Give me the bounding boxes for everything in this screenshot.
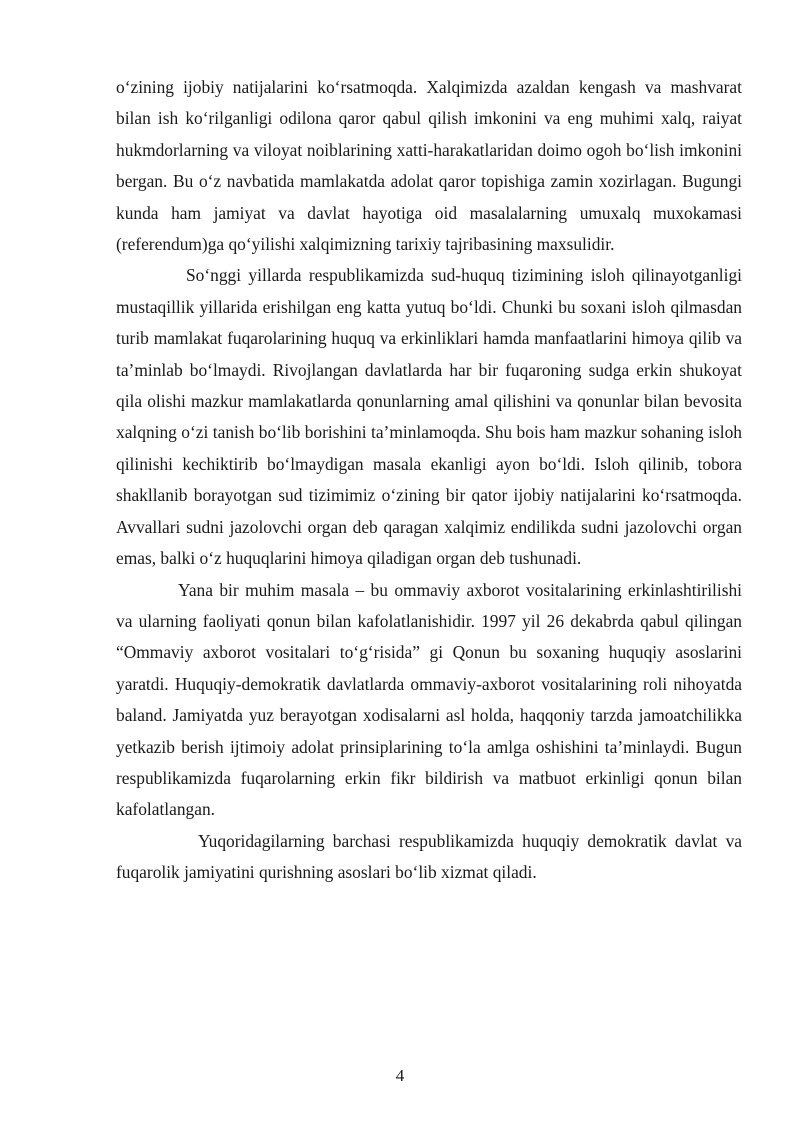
paragraph-mass-media: Yana bir muhim masala – bu ommaviy axborot vositalarining erkinlashtirilishi va ularning faoliyati qonun bilan kafolatlanishidir. 1997 yil 26 dekabrda qabul qilingan “Ommaviy axborot vositalari to‘g‘risida” gi Qonun bu soxaning huquqiy asoslarini yaratdi. Huquqiy-demokratik davlatlarda ommaviy-axborot vositalarining roli nihoyatda baland. Jamiyatda yuz berayotgan xodisalarni asl holda, haqqoniy tarzda jamoatchilikka yetkazib berish ijtimoiy adolat prinsiplarining to‘la amlga oshishini ta’minlaydi. Bugun respublikamizda fuqarolarning erkin fikr bildirish va matbuot erkinligi qonun bilan kafolatlangan. — [116, 579, 742, 820]
document-body — [116, 72, 742, 889]
page-number: 4 — [395, 1066, 405, 1085]
paragraph-conclusion: Yuqoridagilarning barchasi respublikamizda huquqiy demokratik davlat va fuqarolik jamiyatini qurishning asoslari bo‘lib xizmat qiladi. — [116, 830, 742, 883]
paragraph-referendum: o‘zining ijobiy natijalarini ko‘rsatmoqda. Xalqimizda azaldan kengash va mashvarat bilan ish ko‘rilganligi odilona qaror qabul qilish imkonini va eng muhimi xalq, raiyat hukmdorlarning va viloyat noiblarining xatti-harakatlaridan doimo ogoh bo‘lish imkonini bergan. Bu o‘z navbatida mamlakatda adolat qaror topishiga zamin xozirlagan. Bugungi kunda ham jamiyat va davlat hayotiga oid masalalarning umuxalq muxokamasi (referendum)ga qo‘yilishi xalqimizning tarixiy tajribasining maxsulidir. — [116, 77, 742, 255]
paragraph-judicial-reform: So‘nggi yillarda respublikamizda sud-huquq tizimining isloh qilinayotganligi mustaqillik yillarida erishilgan eng katta yutuq bo‘ldi. Chunki bu soxani isloh qilmasdan turib mamlakat fuqarolarining huquq va erkinliklari hamda manfaatlarini himoya qilib va ta’minlab bo‘lmaydi. Rivojlangan davlatlarda har bir fuqaroning sudga erkin shukoyat qila olishi mazkur mamlakatlarda qonunlarning amal qilishini va qonunlar bilan bevosita xalqning o‘zi tanish bo‘lib borishini ta’minlamoqda. Shu bois ham mazkur sohaning isloh qilinishi kechiktirib bo‘lmaydigan masala ekanligi ayon bo‘ldi. Isloh qilinib, tobora shakllanib borayotgan sud tizimimiz o‘zining bir qator ijobiy natijalarini ko‘rsatmoqda. Avvallari sudni jazolovchi organ deb qaragan xalqimiz endilikda sudni jazolovchi organ emas, balki o‘z huquqlarini himoya qiladigan organ deb tushunadi. — [116, 265, 742, 569]
